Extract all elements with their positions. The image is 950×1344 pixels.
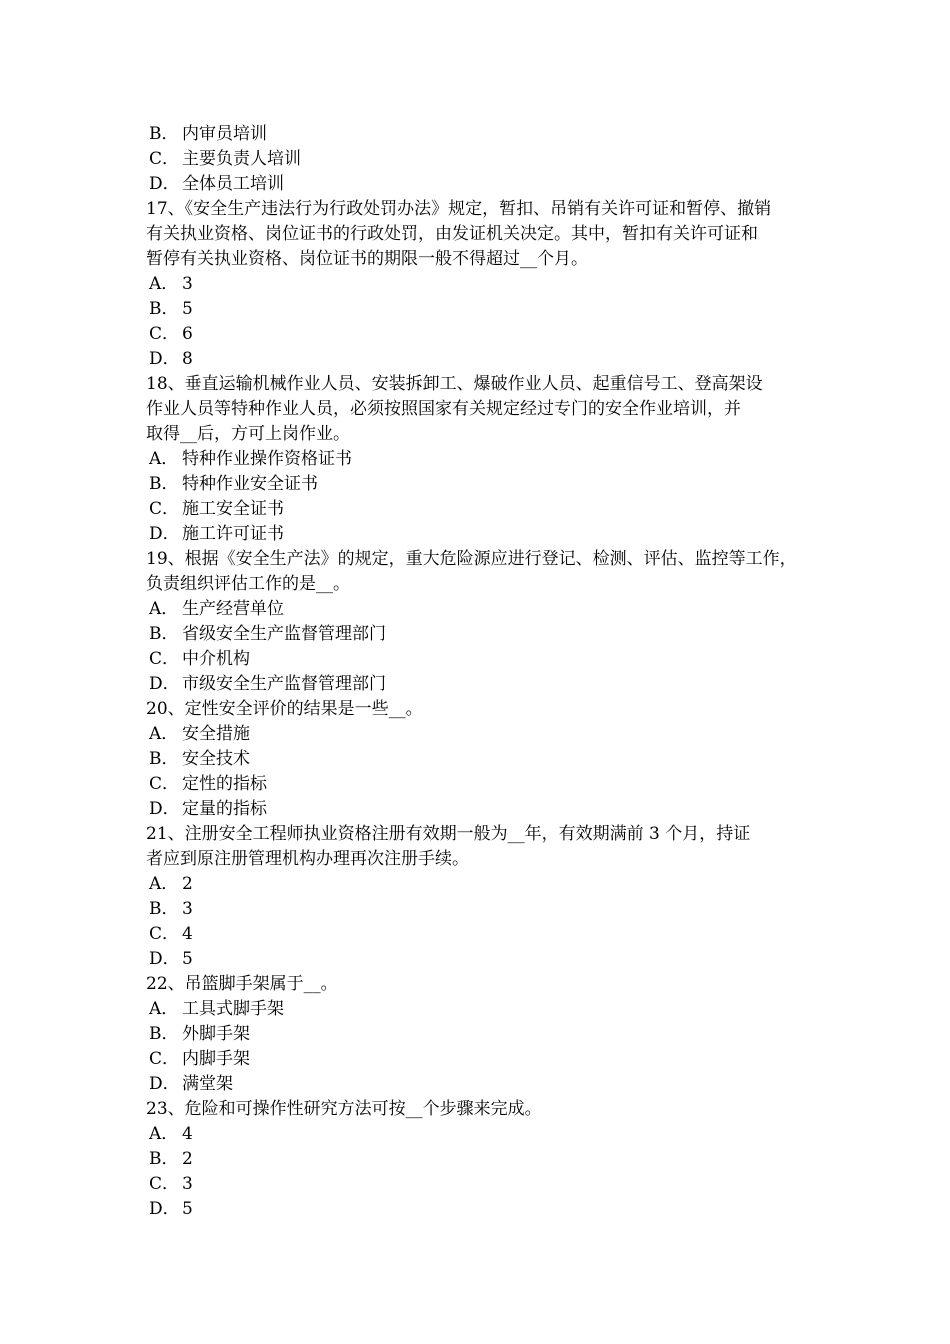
option-text: 安全措施 (182, 724, 250, 744)
option-letter: C． (149, 649, 180, 669)
document-page (146, 122, 818, 1222)
question-text-line: 22、吊篮脚手架属于__。 (146, 974, 338, 994)
question-text-line: 20、定性安全评价的结果是一些__。 (146, 699, 423, 719)
option-text: 生产经营单位 (182, 599, 284, 619)
option-letter: D． (149, 799, 180, 819)
option-d (146, 1197, 818, 1222)
question-text-line: 17、《安全生产违法行为行政处罚办法》规定，暂扣、吊销有关许可证和暂停、撤销 (146, 199, 772, 219)
option-letter: B． (149, 749, 179, 769)
option-letter: C． (149, 324, 180, 344)
option-text: 市级安全生产监督管理部门 (182, 674, 386, 694)
option-text: 工具式脚手架 (182, 999, 284, 1019)
option-letter: C． (149, 774, 180, 794)
option-text: 特种作业安全证书 (182, 474, 318, 494)
question-text-line: 21、注册安全工程师执业资格注册有效期一般为__年，有效期满前 3 个月，持证 (146, 824, 751, 844)
option-letter: C． (149, 1174, 180, 1194)
option-d (146, 797, 818, 822)
option-letter: D． (149, 349, 180, 369)
option-c (146, 1172, 818, 1197)
option-letter: A． (149, 274, 179, 294)
option-c (146, 497, 818, 522)
option-text: 3 (182, 1174, 193, 1194)
question-20 (146, 697, 818, 822)
previous-question-options (146, 122, 818, 197)
option-letter: B． (149, 1149, 179, 1169)
option-d (146, 1072, 818, 1097)
question-text-line: 暂停有关执业资格、岗位证书的期限一般不得超过__个月。 (146, 249, 588, 269)
option-text: 外脚手架 (182, 1024, 250, 1044)
option-b (146, 622, 818, 647)
option-a (146, 447, 818, 472)
option-c (146, 922, 818, 947)
option-text: 施工许可证书 (182, 524, 284, 544)
option-text: 施工安全证书 (182, 499, 284, 519)
question-text-line: 负责组织评估工作的是__。 (146, 574, 350, 594)
option-letter: B． (149, 124, 179, 144)
option-text: 5 (182, 299, 193, 319)
question-18 (146, 372, 818, 547)
option-c (146, 647, 818, 672)
question-text-line: 作业人员等特种作业人员，必须按照国家有关规定经过专门的安全作业培训，并 (146, 399, 741, 419)
option-d (146, 347, 818, 372)
option-a (146, 272, 818, 297)
option-a (146, 1122, 818, 1147)
option-b (146, 897, 818, 922)
option-c (146, 322, 818, 347)
option-b (146, 122, 818, 147)
option-text: 满堂架 (182, 1074, 233, 1094)
option-b (146, 747, 818, 772)
option-d (146, 172, 818, 197)
option-b (146, 1022, 818, 1047)
question-text-line: 19、根据《安全生产法》的规定，重大危险源应进行登记、检测、评估、监控等工作， (146, 549, 797, 569)
option-text: 5 (182, 1199, 193, 1219)
option-letter: A． (149, 1124, 179, 1144)
option-a (146, 722, 818, 747)
option-b (146, 1147, 818, 1172)
option-text: 中介机构 (182, 649, 250, 669)
option-letter: B． (149, 624, 179, 644)
question-23 (146, 1097, 818, 1222)
option-text: 定量的指标 (182, 799, 267, 819)
option-letter: C． (149, 1049, 180, 1069)
option-a (146, 597, 818, 622)
option-c (146, 772, 818, 797)
option-d (146, 672, 818, 697)
option-letter: D． (149, 949, 180, 969)
question-19 (146, 547, 818, 697)
option-b (146, 472, 818, 497)
option-text: 3 (182, 274, 193, 294)
option-letter: A． (149, 599, 179, 619)
option-letter: D． (149, 524, 180, 544)
option-text: 2 (182, 874, 193, 894)
option-letter: A． (149, 999, 179, 1019)
option-text: 定性的指标 (182, 774, 267, 794)
question-text-line: 者应到原注册管理机构办理再次注册手续。 (146, 849, 469, 869)
question-17 (146, 197, 818, 372)
option-text: 主要负责人培训 (182, 149, 301, 169)
option-text: 5 (182, 949, 193, 969)
question-21 (146, 822, 818, 972)
option-text: 省级安全生产监督管理部门 (182, 624, 386, 644)
option-text: 特种作业操作资格证书 (182, 449, 352, 469)
option-text: 3 (182, 899, 193, 919)
option-text: 安全技术 (182, 749, 250, 769)
question-22 (146, 972, 818, 1097)
option-text: 全体员工培训 (182, 174, 284, 194)
option-text: 内脚手架 (182, 1049, 250, 1069)
option-letter: C． (149, 924, 180, 944)
option-letter: A． (149, 724, 179, 744)
question-text-line: 取得__后，方可上岗作业。 (146, 424, 350, 444)
option-letter: D． (149, 1199, 180, 1219)
option-text: 内审员培训 (182, 124, 267, 144)
option-letter: B． (149, 899, 179, 919)
option-text: 2 (182, 1149, 193, 1169)
option-text: 4 (182, 1124, 193, 1144)
option-letter: D． (149, 174, 180, 194)
option-c (146, 147, 818, 172)
option-text: 6 (182, 324, 193, 344)
option-d (146, 522, 818, 547)
option-letter: C． (149, 499, 180, 519)
option-d (146, 947, 818, 972)
question-text-line: 有关执业资格、岗位证书的行政处罚，由发证机关决定。其中，暂扣有关许可证和 (146, 224, 758, 244)
option-letter: A． (149, 874, 179, 894)
option-c (146, 1047, 818, 1072)
question-text-line: 23、危险和可操作性研究方法可按__个步骤来完成。 (146, 1099, 542, 1119)
option-letter: B． (149, 299, 179, 319)
option-text: 4 (182, 924, 193, 944)
option-b (146, 297, 818, 322)
option-letter: C． (149, 149, 180, 169)
option-letter: A． (149, 449, 179, 469)
option-letter: B． (149, 474, 179, 494)
option-letter: D． (149, 1074, 180, 1094)
option-letter: D． (149, 674, 180, 694)
option-a (146, 872, 818, 897)
option-a (146, 997, 818, 1022)
option-letter: B． (149, 1024, 179, 1044)
question-text-line: 18、垂直运输机械作业人员、安装拆卸工、爆破作业人员、起重信号工、登高架设 (146, 374, 763, 394)
option-text: 8 (182, 349, 193, 369)
